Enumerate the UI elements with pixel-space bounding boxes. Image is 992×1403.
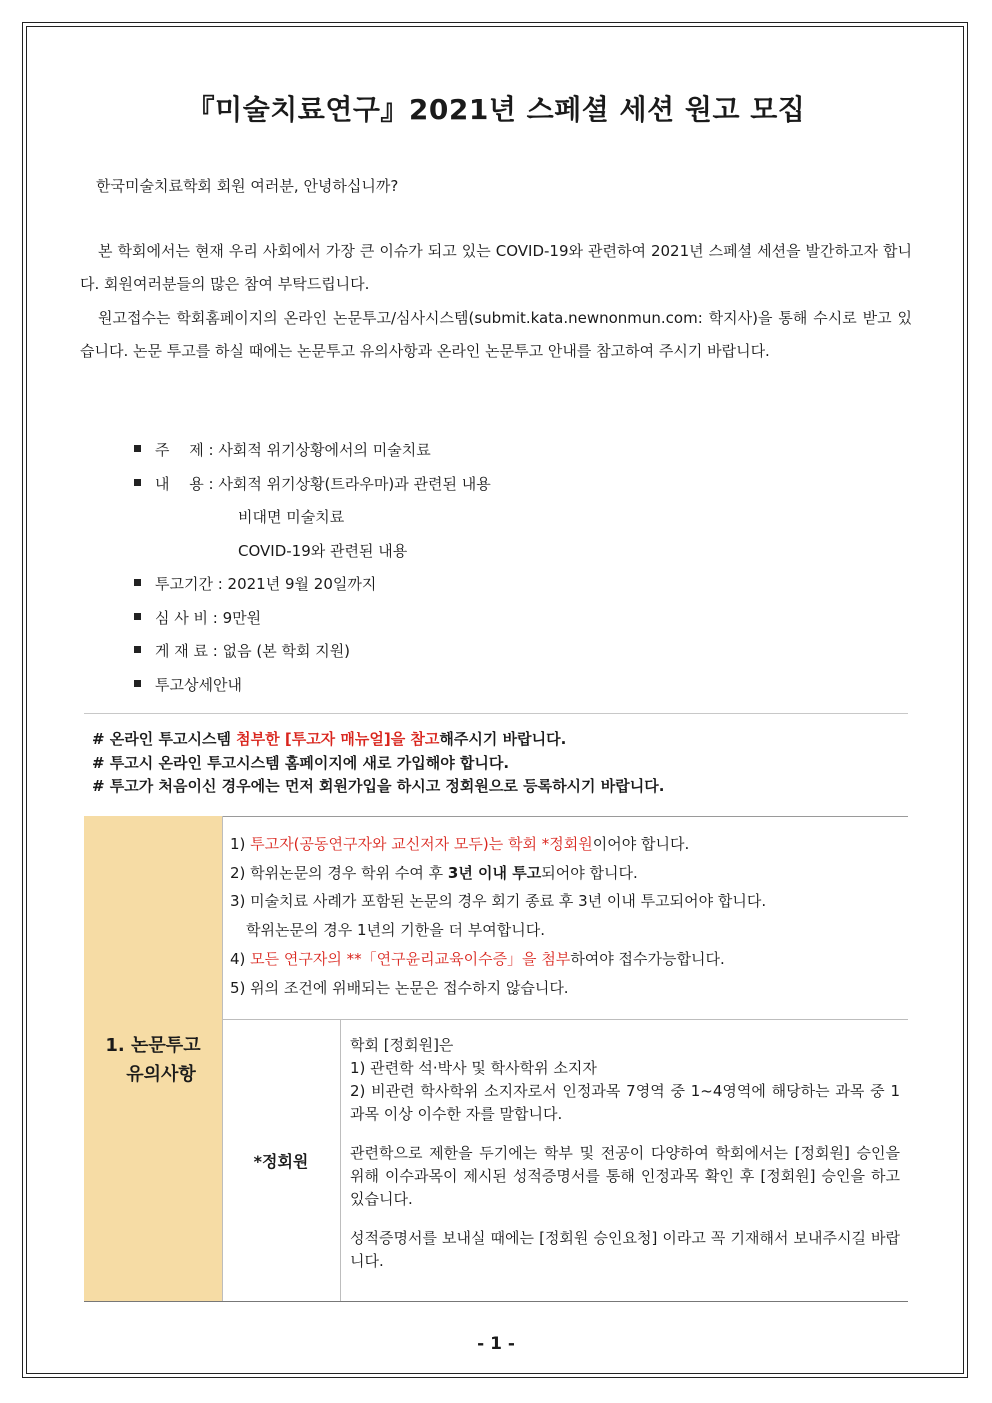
- condition-text: 2) 학위논문의 경우 학위 수여 후: [230, 863, 448, 882]
- condition-item: [230, 945, 766, 974]
- condition-text: 1): [230, 835, 251, 853]
- note-highlight: 첨부한 [투고자 매뉴얼]을 참고: [236, 730, 440, 748]
- list-item: [134, 635, 491, 669]
- list-item: [134, 468, 491, 502]
- condition-item: 5) 위의 조건에 위배되는 논문은 접수하지 않습니다.: [230, 978, 569, 997]
- note-3: # 투고가 처음이신 경우에는 먼저 회원가입을 하시고 정회원으로 등록하시기 바랍니다.: [92, 777, 665, 795]
- bullet-square-icon: [134, 646, 141, 653]
- section-label-line: 1. 논문투고: [105, 1035, 201, 1056]
- bullet-square-icon: [134, 479, 141, 486]
- review-fee-text: 심 사 비 : 9만원: [155, 608, 262, 627]
- condition-bold: 3년 이내 투고: [447, 863, 542, 882]
- note-text: # 온라인 투고시스템: [92, 730, 237, 748]
- list-item: [134, 434, 491, 468]
- condition-item: [230, 830, 766, 859]
- member-label-cell: [222, 1019, 341, 1301]
- section-label: [84, 1031, 222, 1089]
- member-label: *정회원: [253, 1152, 309, 1171]
- note-2: # 투고시 온라인 투고시스템 홈페이지에 새로 가입해야 합니다.: [92, 753, 510, 772]
- section-label-line: 유의사항: [126, 1064, 196, 1085]
- member-request: 성적증명서를 보내실 때에는 [정회원 승인요청] 이라고 꼭 기재해서 보내주시길 바랍니다.: [350, 1229, 900, 1270]
- info-list: [134, 434, 491, 702]
- member-text: 2) 비관련 학사학위 소지자로서 인정과목 7영역 중 1~4영역에 해당하는 과목 중 1과목 이상 이수한 자를 말합니다.: [350, 1082, 900, 1123]
- content-text: 내 용 : 사회적 위기상황(트라우마)과 관련된 내용: [155, 474, 491, 493]
- bullet-square-icon: [134, 579, 141, 586]
- list-item: [134, 669, 491, 703]
- condition-item: 3) 미술치료 사례가 포함된 논문의 경우 회기 종료 후 3년 이내 투고되어야 합니다.: [230, 892, 767, 911]
- condition-item: [230, 859, 766, 888]
- page-number: - 1 -: [477, 1334, 515, 1354]
- condition-text: 하여야 접수가능합니다.: [570, 949, 725, 968]
- submission-paragraph: 원고접수는 학회홈페이지의 온라인 논문투고/심사시스템(submit.kata.newnonmun.com: 학지사)을 통해 수시로 받고 있습니다. 논문 투고를 하실 때에는 논문투고 유의사항과 온라인 논문투고 안내를 참고하여 주시기 바랍니다.: [80, 309, 912, 360]
- condition-highlight: 투고자(공동연구자와 교신저자 모두)는 학회 *정회원: [250, 835, 593, 853]
- condition-highlight: 모든 연구자의 **「연구윤리교육이수증」을 첨부: [250, 949, 571, 968]
- condition-text: 이어야 합니다.: [592, 835, 690, 853]
- guidelines-table: [84, 816, 908, 1302]
- greeting: 한국미술치료학회 회원 여러분, 안녕하십니까?: [96, 177, 399, 195]
- divider: [84, 713, 908, 714]
- note-1: [92, 728, 664, 752]
- topic-text: 주 제 : 사회적 위기상황에서의 미술치료: [155, 441, 431, 459]
- list-item: [134, 568, 491, 602]
- bullet-square-icon: [134, 445, 141, 452]
- table-bottom-border: [84, 1301, 908, 1302]
- member-description: [350, 1034, 900, 1289]
- conditions-list: [230, 830, 766, 1002]
- intro-paragraph: 본 학회에서는 현재 우리 사회에서 가장 큰 이슈가 되고 있는 COVID-19와 관련하여 2021년 스페셜 세션을 발간하고자 합니다. 회원여러분들의 많은 참여 부탁드립니다.: [80, 242, 912, 293]
- period-text: 투고기간 : 2021년 9월 20일까지: [155, 575, 377, 593]
- member-approval: 관련학으로 제한을 두기에는 학부 및 전공이 다양하여 학회에서는 [정회원] 승인을 위해 이수과목이 제시된 성적증명서를 통해 인정과목 확인 후 [정회원] 승인을 하고 있습니다.: [350, 1144, 900, 1208]
- condition-item: 학위논문의 경우 1년의 기한을 더 부여합니다.: [246, 921, 545, 940]
- member-text: 학회 [정회원]은: [350, 1036, 454, 1054]
- details-text: 투고상세안내: [155, 675, 242, 694]
- section-label-cell: [84, 816, 223, 1302]
- member-text: 1) 관련학 석·박사 및 학사학위 소지자: [350, 1059, 597, 1077]
- condition-text: 되어야 합니다.: [541, 863, 638, 882]
- condition-text: 4): [230, 949, 251, 968]
- list-subitem: 비대면 미술치료: [238, 508, 345, 526]
- member-definition: [350, 1034, 900, 1126]
- document-title: 『미술치료연구』2021년 스페셜 세션 원고 모집: [186, 93, 806, 126]
- note-text: 해주시기 바랍니다.: [439, 730, 567, 748]
- publication-fee-text: 게 재 료 : 없음 (본 학회 지원): [155, 642, 351, 660]
- bullet-square-icon: [134, 613, 141, 620]
- notes-block: [92, 728, 664, 799]
- list-subitem: COVID-19와 관련된 내용: [238, 541, 408, 560]
- list-item: [134, 602, 491, 636]
- bullet-square-icon: [134, 680, 141, 687]
